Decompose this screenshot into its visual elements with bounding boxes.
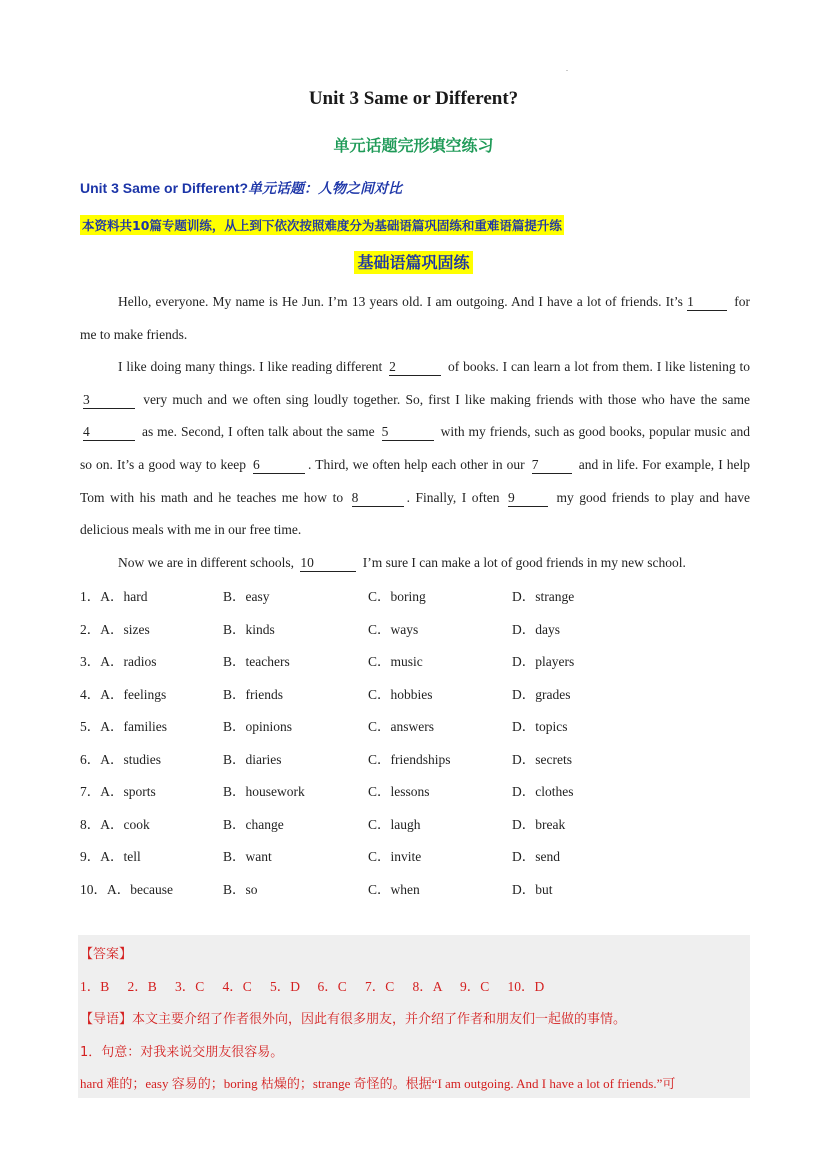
blank-9: 9	[508, 490, 548, 507]
option-d: D．secrets	[512, 751, 572, 767]
blank-1: 1	[687, 294, 727, 311]
option-a: 8．A．cook	[80, 816, 150, 832]
option-row	[80, 643, 750, 676]
option-b: B．opinions	[223, 719, 293, 734]
option-row	[80, 741, 750, 774]
option-d: D．topics	[512, 719, 568, 734]
option-b: B．kinds	[223, 621, 275, 637]
option-d: D．but	[512, 881, 553, 897]
option-a: 6．A．studies	[80, 751, 161, 767]
option-d: D．send	[512, 849, 560, 864]
document-subtitle: 单元话题完形填空练习	[333, 136, 494, 155]
unit-topic-en: Unit 3 Same or Different?	[80, 180, 249, 196]
option-a: 9．A．tell	[80, 849, 141, 864]
option-c: C．laugh	[368, 816, 421, 832]
option-row	[80, 708, 750, 741]
answer-key: 1．B	[80, 979, 110, 994]
option-row	[80, 611, 750, 644]
unit-topic-cn: 单元话题：人物之间对比	[248, 181, 403, 197]
option-a: 1．A．hard	[80, 589, 148, 604]
passage-text: of books. I can learn a lot from them. I like listening to	[447, 359, 751, 375]
blank-7: 7	[532, 457, 572, 474]
blank-8: 8	[352, 490, 404, 507]
option-d: D．grades	[512, 686, 571, 702]
option-b: B．friends	[223, 686, 283, 702]
option-d: D．days	[512, 621, 560, 637]
blank-3: 3	[83, 392, 135, 409]
passage-text: . Finally, I often	[406, 489, 500, 505]
unit-topic	[80, 178, 402, 198]
answer-heading: 【答案】	[80, 947, 133, 962]
option-row	[80, 773, 750, 806]
document-title: Unit 3 Same or Different?	[308, 88, 519, 109]
option-row	[80, 806, 750, 839]
options-list	[80, 578, 750, 903]
answer-key: 7．C	[365, 979, 395, 994]
answer-key: 10．D	[507, 979, 545, 994]
passage-text: with my friends, such as good books, popular music and so on. It’s a good way to keep	[80, 424, 750, 472]
blank-6: 6	[253, 457, 305, 474]
passage-text: Now we are in different schools,	[118, 554, 294, 570]
option-b: B．change	[223, 816, 284, 832]
passage-text: . Third, we often help each other in our	[308, 456, 525, 472]
option-d: D．players	[512, 654, 575, 669]
option-b: B．diaries	[223, 751, 282, 767]
option-b: B．teachers	[223, 654, 290, 669]
material-banner: 本资料共10篇专题训练，从上到下依次按照难度分为基础语篇巩固练和重难语篇提升练	[80, 215, 564, 235]
answer-key: 4．C	[222, 979, 252, 994]
option-c: C．music	[368, 654, 423, 669]
option-b: B．want	[223, 849, 272, 864]
option-b: B．so	[223, 881, 258, 897]
option-d: D．strange	[512, 589, 575, 604]
option-c: C．lessons	[368, 784, 430, 799]
option-b: B．easy	[223, 589, 270, 604]
option-a: 10．A．because	[80, 881, 173, 897]
passage-text: very much and we often sing loudly together. So, first I like making friends with those who have the same	[143, 391, 750, 407]
option-a: 4．A．feelings	[80, 686, 167, 702]
cloze-passage	[80, 286, 750, 579]
option-row	[80, 676, 750, 709]
option-a: 2．A．sizes	[80, 621, 150, 637]
answer-guide: 【导语】本文主要介绍了作者很外向，因此有很多朋友，并介绍了作者和朋友们一起做的事情。	[80, 1012, 627, 1027]
section-heading	[0, 250, 827, 273]
option-row	[80, 871, 750, 904]
option-a: 7．A．sports	[80, 784, 156, 799]
answer-q1-meaning: 1．句意：对我来说交朋友很容易。	[80, 1045, 284, 1060]
passage-text: for me to make friends.	[80, 294, 751, 342]
passage-text: my good friends to play and have delicious meals with me in our free time.	[80, 489, 751, 538]
option-d: D．break	[512, 816, 566, 832]
answer-key: 6．C	[317, 979, 347, 994]
blank-5: 5	[382, 424, 434, 441]
blank-10: 10	[300, 555, 356, 572]
answer-key: 3．C	[175, 979, 205, 994]
answer-key: 8．A	[412, 979, 443, 994]
option-a: 5．A．families	[80, 719, 167, 734]
option-c: C．boring	[368, 589, 426, 604]
passage-paragraph-1	[80, 286, 750, 351]
option-c: C．when	[368, 881, 420, 897]
option-c: C．answers	[368, 719, 434, 734]
option-c: C．hobbies	[368, 686, 433, 702]
passage-text: as me. Second, I often talk about the same	[141, 424, 375, 440]
passage-text: Hello, everyone. My name is He Jun. I’m 13 years old. I am outgoing. And I have a lot of friends. It’s	[118, 294, 683, 309]
blank-4: 4	[83, 424, 135, 441]
passage-paragraph-2	[80, 351, 750, 547]
passage-text: I like doing many things. I like reading different	[118, 359, 383, 375]
option-c: C．ways	[368, 621, 419, 637]
answer-q1-explanation: hard 难的；easy 容易的；boring 枯燥的；strange 奇怪的。根据“I am outgoing. And I have a lot of friends.”可	[80, 1076, 676, 1091]
answer-key: 9．C	[460, 979, 490, 994]
option-b: B．housework	[223, 784, 305, 799]
option-row	[80, 838, 750, 871]
option-c: C．invite	[368, 849, 422, 864]
blank-2: 2	[389, 359, 441, 376]
header-dot: .	[566, 64, 568, 73]
answer-key: 5．D	[270, 979, 300, 994]
answer-keys	[80, 975, 555, 995]
section-heading-label: 基础语篇巩固练	[354, 251, 472, 274]
option-a: 3．A．radios	[80, 654, 157, 669]
option-row	[80, 578, 750, 611]
passage-paragraph-3	[80, 547, 750, 580]
option-c: C．friendships	[368, 751, 451, 767]
option-d: D．clothes	[512, 784, 574, 799]
answer-key: 2．B	[127, 979, 157, 994]
passage-text: I’m sure I can make a lot of good friends in my new school.	[362, 554, 686, 570]
passage-text: and in life. For example, I help Tom with his math and he teaches me how to	[80, 456, 751, 505]
